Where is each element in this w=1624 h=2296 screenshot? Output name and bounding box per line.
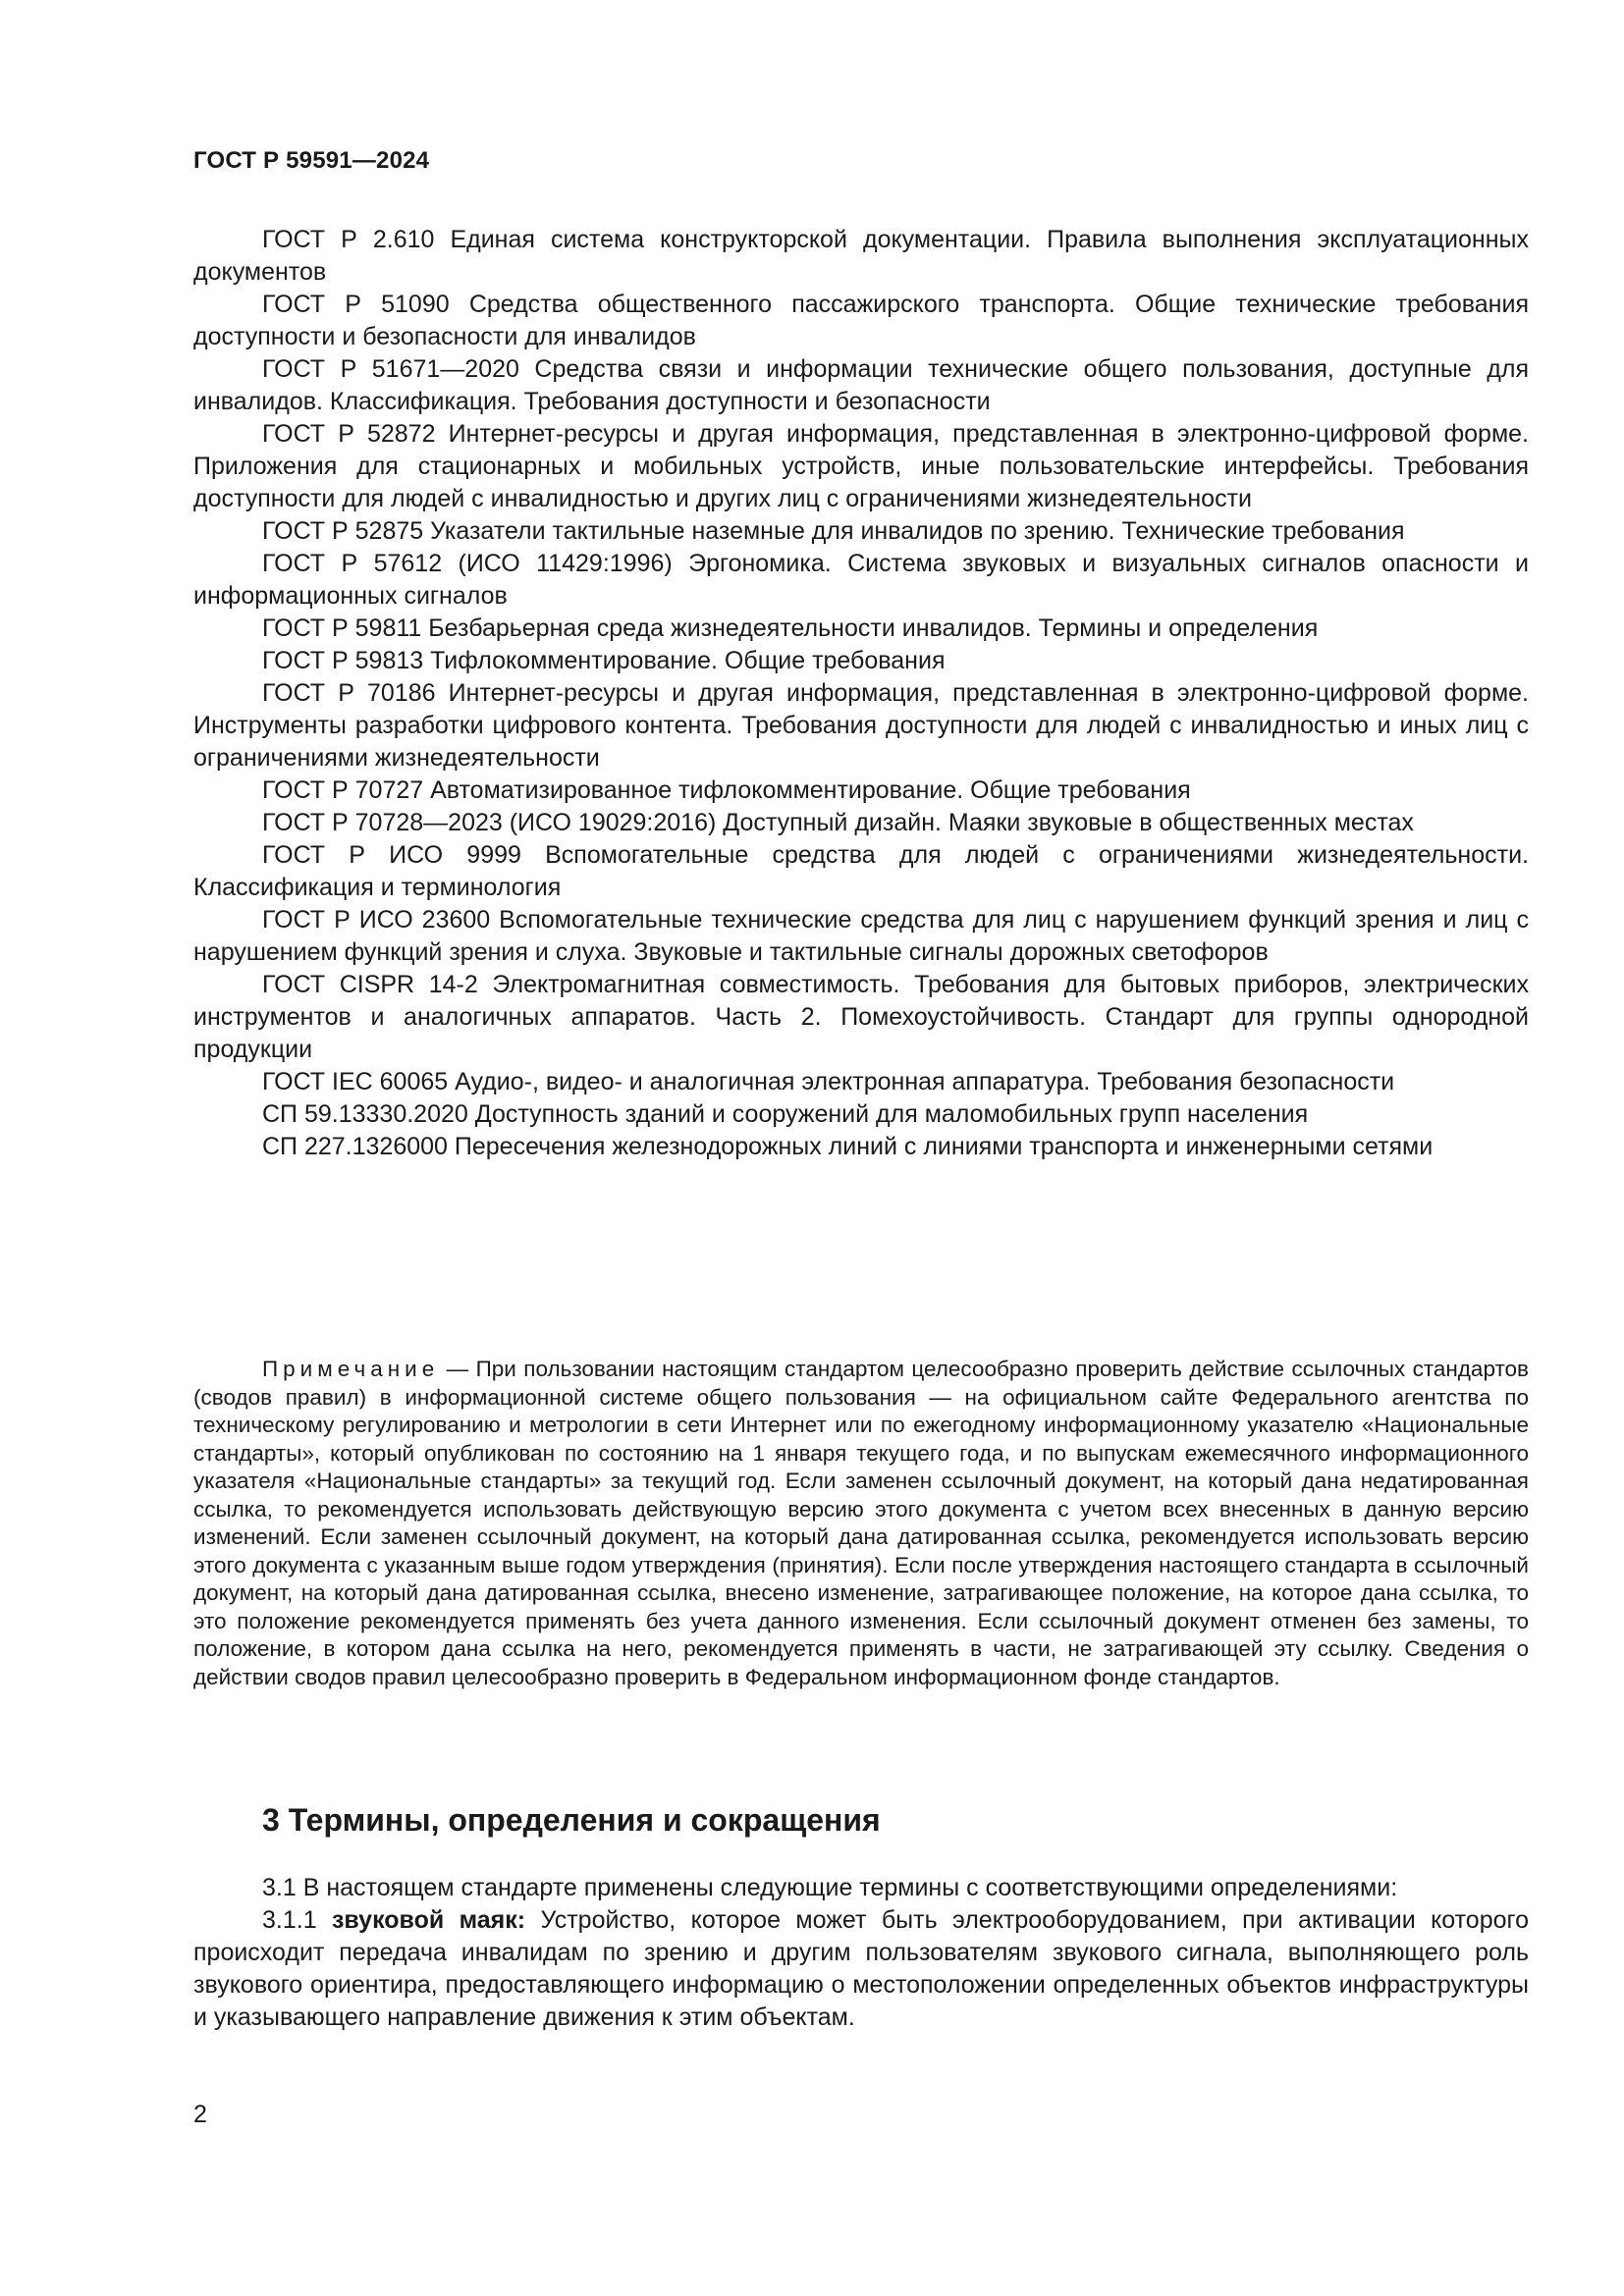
reference-item: ГОСТ Р 70186 Интернет-ресурсы и другая информация, представленная в электронно-цифровой форме. Инструменты разработки цифрового контента. Требования доступности для людей с инвалидностью и иных лиц с ограничениями жизнедеятельности: [193, 679, 1529, 772]
term-number: 3.1.1: [262, 1906, 332, 1934]
reference-item: ГОСТ Р 51671—2020 Средства связи и информации технические общего пользования, доступные для инвалидов. Классификация. Требования доступности и безопасности: [193, 355, 1529, 415]
reference-item: ГОСТ Р 52875 Указатели тактильные наземные для инвалидов по зрению. Технические требования: [262, 517, 1405, 545]
terms-intro: 3.1 В настоящем стандарте применены следующие термины с соответствующими определениями:: [262, 1874, 1398, 1901]
term-name: звуковой маяк:: [332, 1906, 526, 1934]
reference-item: ГОСТ Р 57612 (ИСО 11429:1996) Эргономика. Система звуковых и визуальных сигналов опасности и информационных сигналов: [193, 550, 1529, 610]
reference-item: ГОСТ Р 51090 Средства общественного пассажирского транспорта. Общие технические требования доступности и безопасности для инвалидов: [193, 291, 1529, 350]
reference-item: ГОСТ IEC 60065 Аудио-, видео- и аналогичная электронная аппаратура. Требования безопасности: [262, 1068, 1395, 1095]
reference-item: ГОСТ Р ИСО 9999 Вспомогательные средства для людей с ограничениями жизнедеятельности. Классификация и терминология: [193, 841, 1529, 901]
section-heading-terms: 3 Термины, определения и сокращения: [262, 1802, 881, 1838]
reference-item: СП 227.1326000 Пересечения железнодорожных линий с линиями транспорта и инженерными сетями: [262, 1133, 1434, 1160]
term-definition: Устройство, которое может быть электрооборудованием, при активации которого происходит передача инвалидам по зрению и другим пользователям звукового сигнала, выполняющего роль звукового ориентира, предоставляющего информацию о местоположении определенных объектов инфраструктуры и указывающего направление движения к этим объектам.: [193, 1906, 1529, 2031]
terms-section-body: [193, 1872, 1529, 2034]
normative-references-list: [193, 224, 1529, 1163]
note-text: — При пользовании настоящим стандартом целесообразно проверить действие ссылочных стандартов (сводов правил) в информационной системе общего пользования — на официальном сайте Федерального агентства по техническому регулированию и метрологии в сети Интернет или по ежегодному информационному указателю «Национальные стандарты», который опубликован по состоянию на 1 января текущего года, и по выпускам ежемесячного информационного указателя «Национальные стандарты» за текущий год. Если заменен ссылочный документ, на который дана недатированная ссылка, то рекомендуется использовать действующую версию этого документа с учетом всех внесенных в данную версию изменений. Если заменен ссылочный документ, на который дана датированная ссылка, рекомендуется использовать версию этого документа с указанным выше годом утверждения (принятия). Если после утверждения настоящего стандарта в ссылочный документ, на который дана датированная ссылка, внесено изменение, затрагивающее положение, на которое дана ссылка, то это положение рекомендуется применять без учета данного изменения. Если ссылочный документ отменен без замены, то положение, в котором дана ссылка на него, рекомендуется применять в части, не затрагивающей эту ссылку. Сведения о действии сводов правил целесообразно проверить в Федеральном информационном фонде стандартов.: [193, 1357, 1529, 1689]
reference-item: ГОСТ Р ИСО 23600 Вспомогательные технические средства для лиц с нарушением функций зрения и лиц с нарушением функций зрения и слуха. Звуковые и тактильные сигналы дорожных светофоров: [193, 906, 1529, 966]
reference-item: ГОСТ Р 59813 Тифлокомментирование. Общие требования: [262, 647, 946, 674]
term-entry: [193, 1904, 1529, 2034]
note-label: Примечание: [262, 1357, 440, 1381]
reference-item: ГОСТ Р 59811 Безбарьерная среда жизнедеятельности инвалидов. Термины и определения: [262, 614, 1319, 642]
reference-item: СП 59.13330.2020 Доступность зданий и сооружений для маломобильных групп населения: [262, 1100, 1309, 1128]
references-note: [193, 1356, 1529, 1691]
reference-item: ГОСТ Р 2.610 Единая система конструкторской документации. Правила выполнения эксплуатационных документов: [193, 226, 1529, 286]
reference-item: ГОСТ Р 52872 Интернет-ресурсы и другая информация, представленная в электронно-цифровой форме. Приложения для стационарных и мобильных устройств, иные пользовательские интерфейсы. Требования доступности для людей с инвалидностью и других лиц с ограничениями жизнедеятельности: [193, 420, 1529, 512]
page-number: 2: [193, 2101, 207, 2128]
document-header-id: ГОСТ Р 59591—2024: [193, 147, 430, 174]
reference-item: ГОСТ Р 70728—2023 (ИСО 19029:2016) Доступный дизайн. Маяки звуковые в общественных местах: [262, 809, 1414, 836]
reference-item: ГОСТ Р 70727 Автоматизированное тифлокомментирование. Общие требования: [262, 776, 1191, 804]
reference-item: ГОСТ CISPR 14-2 Электромагнитная совместимость. Требования для бытовых приборов, электрических инструментов и аналогичных аппаратов. Часть 2. Помехоустойчивость. Стандарт для группы однородной продукции: [193, 971, 1529, 1063]
